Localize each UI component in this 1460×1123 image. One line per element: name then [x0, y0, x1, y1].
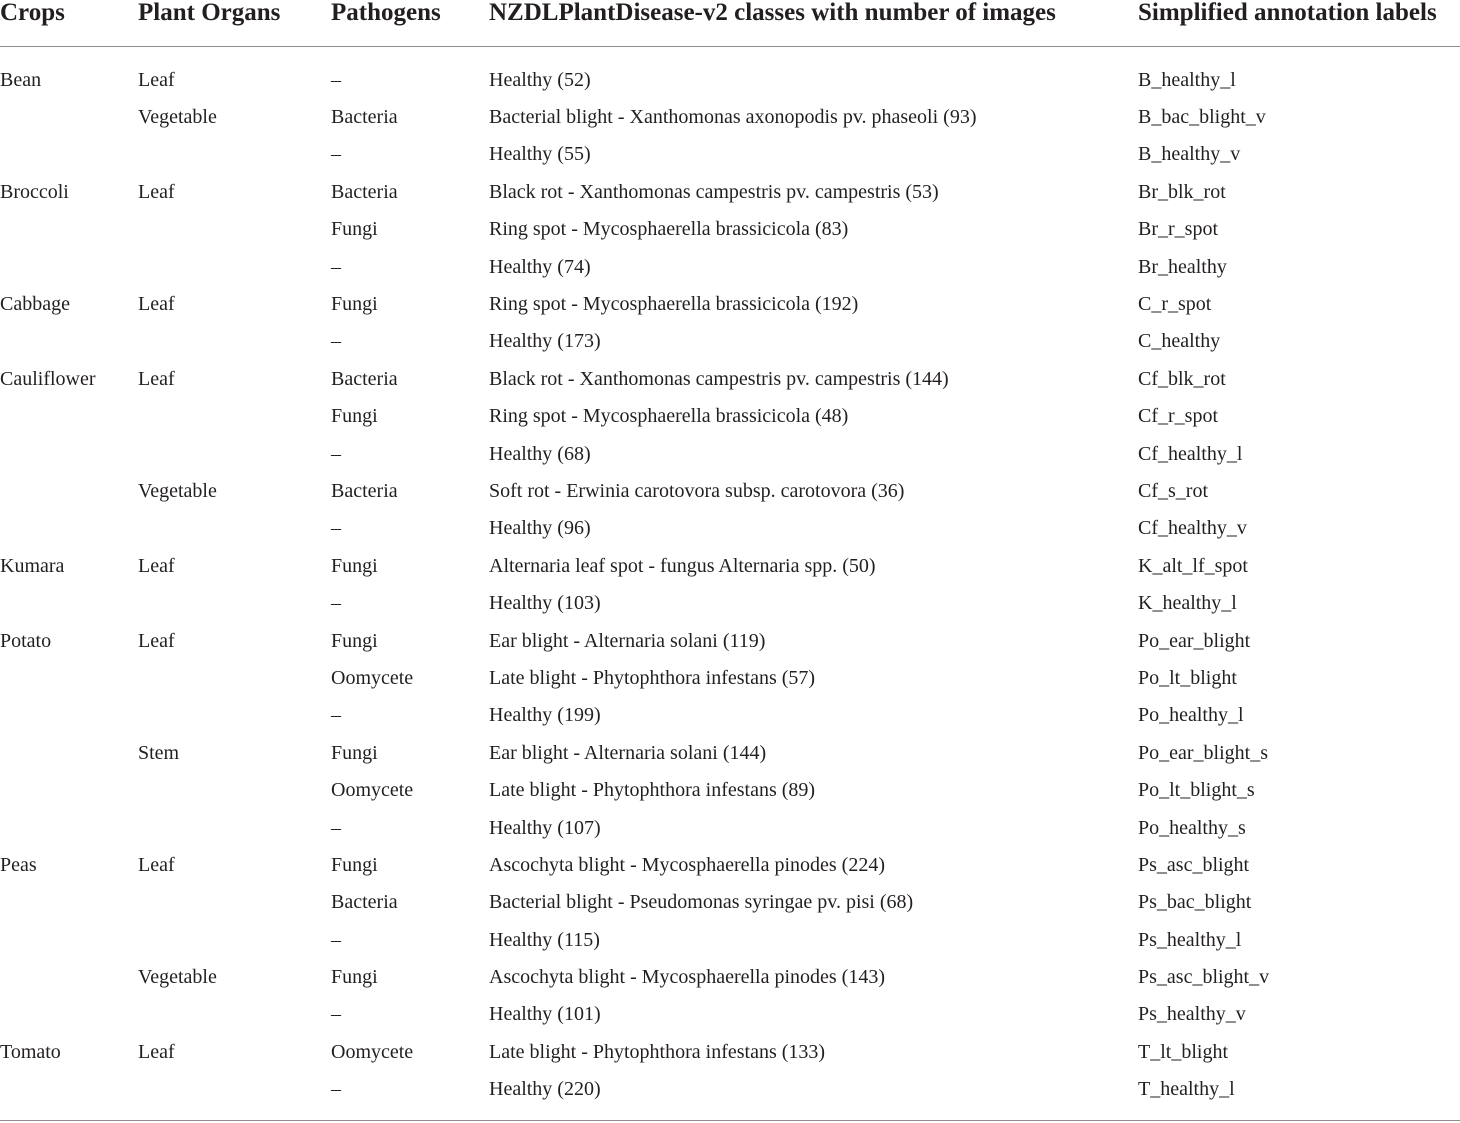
table-body — [0, 47, 1460, 1108]
table-row — [0, 809, 1460, 846]
cell-crop: Cauliflower — [0, 367, 96, 390]
table-row — [0, 1033, 1460, 1070]
table-row — [0, 697, 1460, 734]
cell-plant-organ — [138, 996, 331, 1033]
header-crops: Crops — [0, 0, 138, 47]
cell-annotation-label: B_healthy_v — [1138, 143, 1241, 166]
table-row — [0, 547, 1460, 584]
table-row — [0, 734, 1460, 771]
cell-annotation-label: T_lt_blight — [1138, 1040, 1228, 1063]
cell-annotation-label: Br_r_spot — [1138, 218, 1218, 241]
cell-annotation-label: Br_healthy — [1138, 255, 1227, 278]
cell-plant-organ: Leaf — [138, 629, 175, 652]
cell-plant-organ — [138, 510, 331, 547]
cell-plant-organ — [138, 921, 331, 958]
cell-annotation-label: K_alt_lf_spot — [1138, 554, 1248, 577]
cell-annotation-label: Cf_s_rot — [1138, 479, 1208, 502]
cell-class: Late blight - Phytophthora infestans (89) — [489, 779, 816, 802]
cell-pathogen: Fungi — [331, 293, 378, 316]
cell-plant-organ: Leaf — [138, 180, 175, 203]
cell-annotation-label: Cf_healthy_l — [1138, 442, 1243, 465]
cell-pathogen: – — [331, 330, 341, 353]
cell-class: Healthy (101) — [489, 1003, 601, 1026]
cell-plant-organ: Vegetable — [138, 479, 217, 502]
cell-pathogen: – — [331, 928, 341, 951]
cell-crop — [0, 697, 138, 734]
table-row — [0, 136, 1460, 173]
cell-class: Ear blight - Alternaria solani (119) — [489, 629, 766, 652]
cell-annotation-label: Ps_asc_blight_v — [1138, 966, 1270, 989]
cell-crop: Broccoli — [0, 180, 69, 203]
cell-crop — [0, 809, 138, 846]
cell-pathogen: Bacteria — [331, 106, 398, 129]
cell-pathogen: – — [331, 442, 341, 465]
cell-annotation-label: T_healthy_l — [1138, 1078, 1235, 1101]
cell-crop — [0, 771, 138, 808]
cell-class: Healthy (220) — [489, 1078, 601, 1101]
cell-crop — [0, 136, 138, 173]
table-row — [0, 1071, 1460, 1108]
cell-class: Ear blight - Alternaria solani (144) — [489, 741, 767, 764]
cell-class: Healthy (68) — [489, 442, 591, 465]
cell-crop — [0, 958, 138, 995]
cell-annotation-label: Po_ear_blight — [1138, 629, 1251, 652]
cell-crop — [0, 1071, 138, 1108]
cell-class: Healthy (115) — [489, 928, 600, 951]
cell-pathogen: Fungi — [331, 405, 378, 428]
cell-plant-organ — [138, 884, 331, 921]
cell-crop — [0, 584, 138, 621]
cell-annotation-label: C_healthy — [1138, 330, 1221, 353]
cell-class: Black rot - Xanthomonas campestris pv. campestris (53) — [489, 180, 939, 203]
cell-annotation-label: C_r_spot — [1138, 293, 1212, 316]
table-row — [0, 846, 1460, 883]
cell-crop — [0, 98, 138, 135]
cell-plant-organ — [138, 435, 331, 472]
table-row — [0, 884, 1460, 921]
cell-pathogen: Fungi — [331, 741, 378, 764]
cell-crop — [0, 659, 138, 696]
cell-class: Ring spot - Mycosphaerella brassicicola (192) — [489, 293, 859, 316]
cell-plant-organ — [138, 211, 331, 248]
cell-pathogen: – — [331, 1078, 341, 1101]
cell-class: Ring spot - Mycosphaerella brassicicola (48) — [489, 405, 849, 428]
table-row — [0, 435, 1460, 472]
cell-crop: Peas — [0, 853, 37, 876]
cell-class: Late blight - Phytophthora infestans (57) — [489, 666, 816, 689]
cell-plant-organ — [138, 809, 331, 846]
cell-annotation-label: Po_lt_blight_s — [1138, 779, 1255, 802]
cell-pathogen: Oomycete — [331, 666, 414, 689]
table-row — [0, 622, 1460, 659]
cell-pathogen: Fungi — [331, 629, 378, 652]
cell-pathogen: Bacteria — [331, 479, 398, 502]
table-row — [0, 285, 1460, 322]
cell-pathogen: – — [331, 143, 341, 166]
cell-plant-organ: Leaf — [138, 853, 175, 876]
cell-class: Alternaria leaf spot - fungus Alternaria spp. (50) — [489, 554, 876, 577]
cell-pathogen: Fungi — [331, 218, 378, 241]
cell-class: Healthy (96) — [489, 517, 591, 540]
cell-plant-organ: Leaf — [138, 293, 175, 316]
cell-class: Bacterial blight - Pseudomonas syringae pv. pisi (68) — [489, 891, 914, 914]
cell-annotation-label: K_healthy_l — [1138, 592, 1237, 615]
cell-class: Late blight - Phytophthora infestans (133) — [489, 1040, 826, 1063]
cell-plant-organ — [138, 771, 331, 808]
cell-class: Healthy (52) — [489, 68, 591, 91]
header-plant-organs: Plant Organs — [138, 0, 331, 47]
cell-pathogen: – — [331, 704, 341, 727]
table-row — [0, 98, 1460, 135]
table-row — [0, 510, 1460, 547]
cell-plant-organ — [138, 1071, 331, 1108]
table-row — [0, 323, 1460, 360]
cell-plant-organ: Leaf — [138, 554, 175, 577]
cell-crop — [0, 510, 138, 547]
cell-annotation-label: Ps_bac_blight — [1138, 891, 1252, 914]
cell-plant-organ — [138, 659, 331, 696]
cell-annotation-label: Po_lt_blight — [1138, 666, 1237, 689]
table-row — [0, 173, 1460, 210]
table-row — [0, 472, 1460, 509]
cell-crop: Tomato — [0, 1040, 61, 1063]
cell-annotation-label: Cf_blk_rot — [1138, 367, 1226, 390]
cell-pathogen: Oomycete — [331, 779, 414, 802]
cell-crop: Bean — [0, 68, 42, 91]
cell-plant-organ — [138, 323, 331, 360]
cell-class: Ring spot - Mycosphaerella brassicicola (83) — [489, 218, 849, 241]
cell-plant-organ — [138, 136, 331, 173]
table-row — [0, 398, 1460, 435]
table-spacer-row — [0, 47, 1460, 62]
cell-crop: Kumara — [0, 554, 65, 577]
cell-plant-organ: Leaf — [138, 68, 175, 91]
table-row — [0, 248, 1460, 285]
cell-class: Healthy (199) — [489, 704, 601, 727]
cell-pathogen: Oomycete — [331, 1040, 414, 1063]
cell-plant-organ: Vegetable — [138, 106, 217, 129]
cell-crop — [0, 211, 138, 248]
cell-annotation-label: Po_healthy_s — [1138, 816, 1246, 839]
cell-pathogen: – — [331, 68, 341, 91]
cell-class: Healthy (55) — [489, 143, 591, 166]
table-bottom-rule — [0, 1120, 1460, 1121]
cell-pathogen: Fungi — [331, 853, 378, 876]
cell-plant-organ: Leaf — [138, 1040, 175, 1063]
cell-class: Soft rot - Erwinia carotovora subsp. carotovora (36) — [489, 479, 905, 502]
header-row — [0, 0, 1460, 47]
table-row — [0, 958, 1460, 995]
cell-annotation-label: Cf_healthy_v — [1138, 517, 1247, 540]
cell-annotation-label: Ps_healthy_l — [1138, 928, 1242, 951]
cell-crop — [0, 996, 138, 1033]
cell-plant-organ — [138, 248, 331, 285]
cell-annotation-label: B_healthy_l — [1138, 68, 1236, 91]
cell-plant-organ: Vegetable — [138, 966, 217, 989]
cell-annotation-label: Ps_asc_blight — [1138, 853, 1250, 876]
cell-annotation-label: Cf_r_spot — [1138, 405, 1218, 428]
cell-plant-organ: Stem — [138, 741, 180, 764]
cell-crop — [0, 248, 138, 285]
cell-plant-organ — [138, 584, 331, 621]
cell-crop — [0, 884, 138, 921]
cell-class: Bacterial blight - Xanthomonas axonopodis pv. phaseoli (93) — [489, 106, 977, 129]
cell-class: Healthy (103) — [489, 592, 601, 615]
table-header — [0, 0, 1460, 47]
cell-pathogen: – — [331, 816, 341, 839]
table-row — [0, 996, 1460, 1033]
cell-class: Healthy (107) — [489, 816, 601, 839]
cell-class: Healthy (74) — [489, 255, 591, 278]
cell-plant-organ — [138, 398, 331, 435]
table-row — [0, 659, 1460, 696]
cell-annotation-label: Po_healthy_l — [1138, 704, 1244, 727]
cell-class: Healthy (173) — [489, 330, 601, 353]
table-row — [0, 360, 1460, 397]
cell-plant-organ — [138, 697, 331, 734]
cell-pathogen: – — [331, 592, 341, 615]
cell-pathogen: – — [331, 517, 341, 540]
cell-annotation-label: Br_blk_rot — [1138, 180, 1226, 203]
table-row — [0, 771, 1460, 808]
cell-crop: Potato — [0, 629, 52, 652]
cell-crop — [0, 921, 138, 958]
table-row — [0, 211, 1460, 248]
cell-pathogen: Bacteria — [331, 367, 398, 390]
cell-pathogen: Fungi — [331, 966, 378, 989]
cell-class: Black rot - Xanthomonas campestris pv. campestris (144) — [489, 367, 949, 390]
cell-annotation-label: Po_ear_blight_s — [1138, 741, 1268, 764]
cell-crop — [0, 398, 138, 435]
cell-annotation-label: B_bac_blight_v — [1138, 106, 1266, 129]
cell-crop — [0, 734, 138, 771]
cell-pathogen: – — [331, 1003, 341, 1026]
header-pathogens: Pathogens — [331, 0, 489, 47]
cell-annotation-label: Ps_healthy_v — [1138, 1003, 1246, 1026]
cell-class: Ascochyta blight - Mycosphaerella pinodes (143) — [489, 966, 886, 989]
header-annotation-labels: Simplified annotation labels — [1138, 0, 1460, 47]
table-row — [0, 921, 1460, 958]
cell-crop — [0, 472, 138, 509]
cell-plant-organ: Leaf — [138, 367, 175, 390]
cell-crop — [0, 435, 138, 472]
cell-pathogen: Fungi — [331, 554, 378, 577]
cell-class: Ascochyta blight - Mycosphaerella pinodes (224) — [489, 853, 886, 876]
cell-pathogen: Bacteria — [331, 891, 398, 914]
cell-pathogen: – — [331, 255, 341, 278]
table-row — [0, 584, 1460, 621]
header-classes: NZDLPlantDisease-v2 classes with number of images — [489, 0, 1138, 47]
cell-pathogen: Bacteria — [331, 180, 398, 203]
cell-crop: Cabbage — [0, 293, 70, 316]
table-row — [0, 61, 1460, 98]
cell-crop — [0, 323, 138, 360]
